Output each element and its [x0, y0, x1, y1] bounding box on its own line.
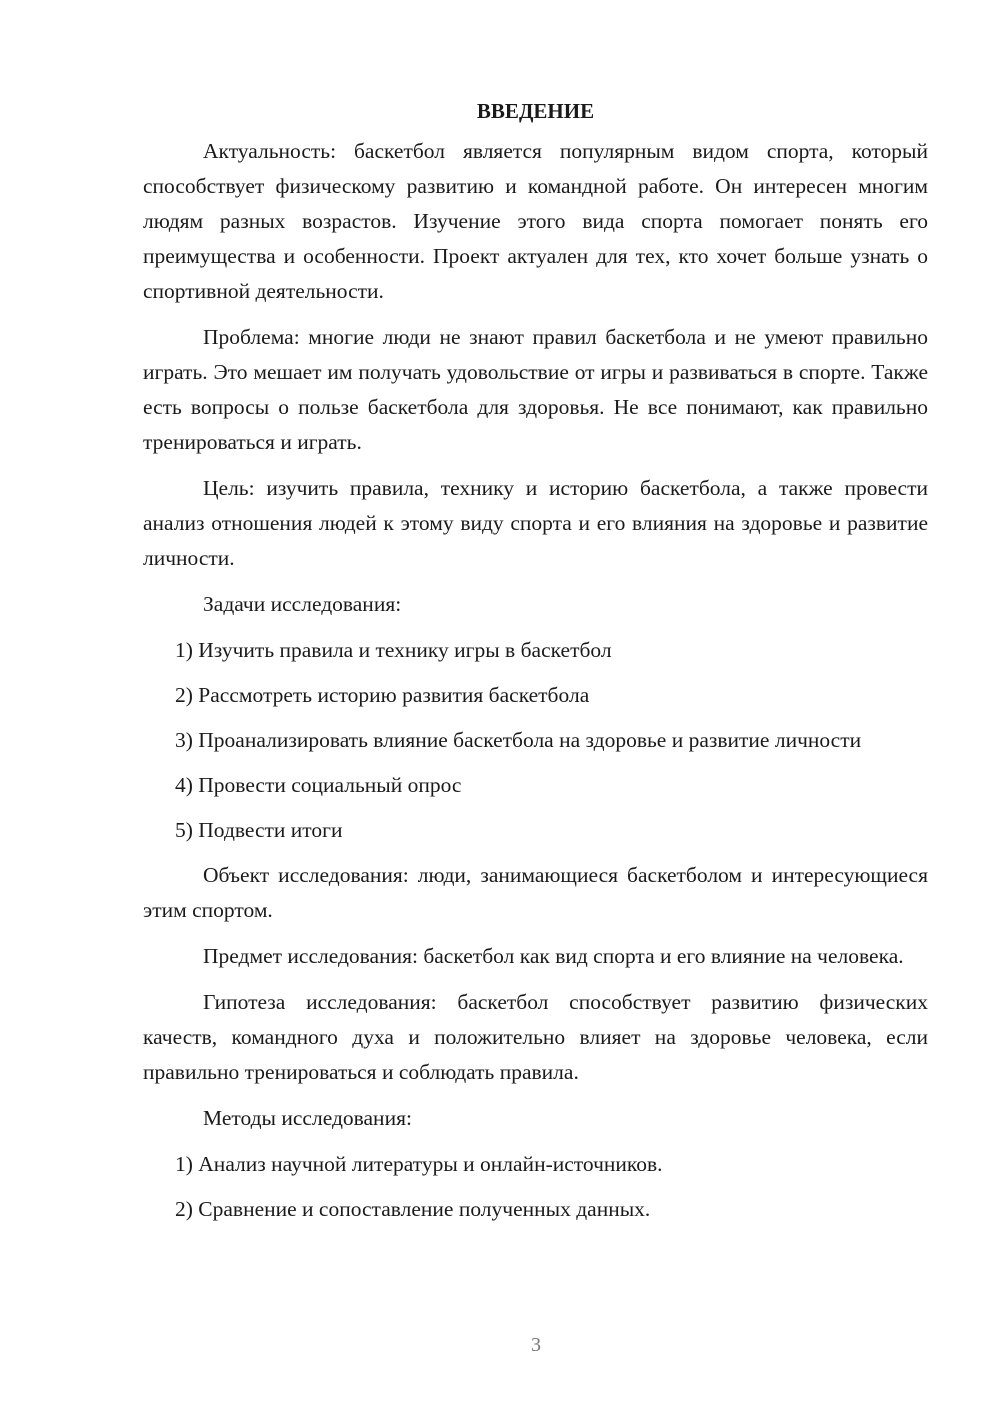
page-content [143, 96, 928, 1237]
methods-heading: Методы исследования: [203, 1106, 412, 1130]
relevance-paragraph: Актуальность: баскетбол является популярным видом спорта, который способствует физическому развитию и командной работе. Он интересен многим людям разных возрастов. Изучение этого вида спорта помогает понять его преимущества и особенности. Проект актуален для тех, кто хочет больше узнать о спортивной деятельности. [143, 139, 928, 303]
goal-paragraph: Цель: изучить правила, технику и историю баскетбола, а также провести анализ отношения людей к этому виду спорта и его влияния на здоровье и развитие личности. [143, 476, 928, 570]
method-item: 2) Сравнение и сопоставление полученных данных. [175, 1197, 651, 1221]
problem-paragraph: Проблема: многие люди не знают правил баскетбола и не умеют правильно играть. Это мешает им получать удовольствие от игры и развиваться в спорте. Также есть вопросы о пользе баскетбола для здоровья. Не все понимают, как правильно тренироваться и играть. [143, 325, 928, 454]
task-item: 3) Проанализировать влияние баскетбола на здоровье и развитие личности [175, 728, 862, 752]
subject-paragraph: Предмет исследования: баскетбол как вид спорта и его влияние на человека. [203, 944, 904, 968]
task-item: 1) Изучить правила и технику игры в баскетбол [175, 638, 612, 662]
tasks-heading: Задачи исследования: [203, 592, 402, 616]
method-item: 1) Анализ научной литературы и онлайн-источников. [175, 1152, 663, 1176]
task-item: 5) Подвести итоги [175, 818, 343, 842]
object-paragraph: Объект исследования: люди, занимающиеся баскетболом и интересующиеся этим спортом. [143, 863, 928, 922]
page-number: 3 [531, 1334, 541, 1356]
task-item: 4) Провести социальный опрос [175, 773, 462, 797]
hypothesis-paragraph: Гипотеза исследования: баскетбол способствует развитию физических качеств, командного духа и положительно влияет на здоровье человека, если правильно тренироваться и соблюдать правила. [143, 990, 928, 1084]
page-title: ВВЕДЕНИЕ [476, 99, 595, 123]
task-item: 2) Рассмотреть историю развития баскетбола [175, 683, 590, 707]
